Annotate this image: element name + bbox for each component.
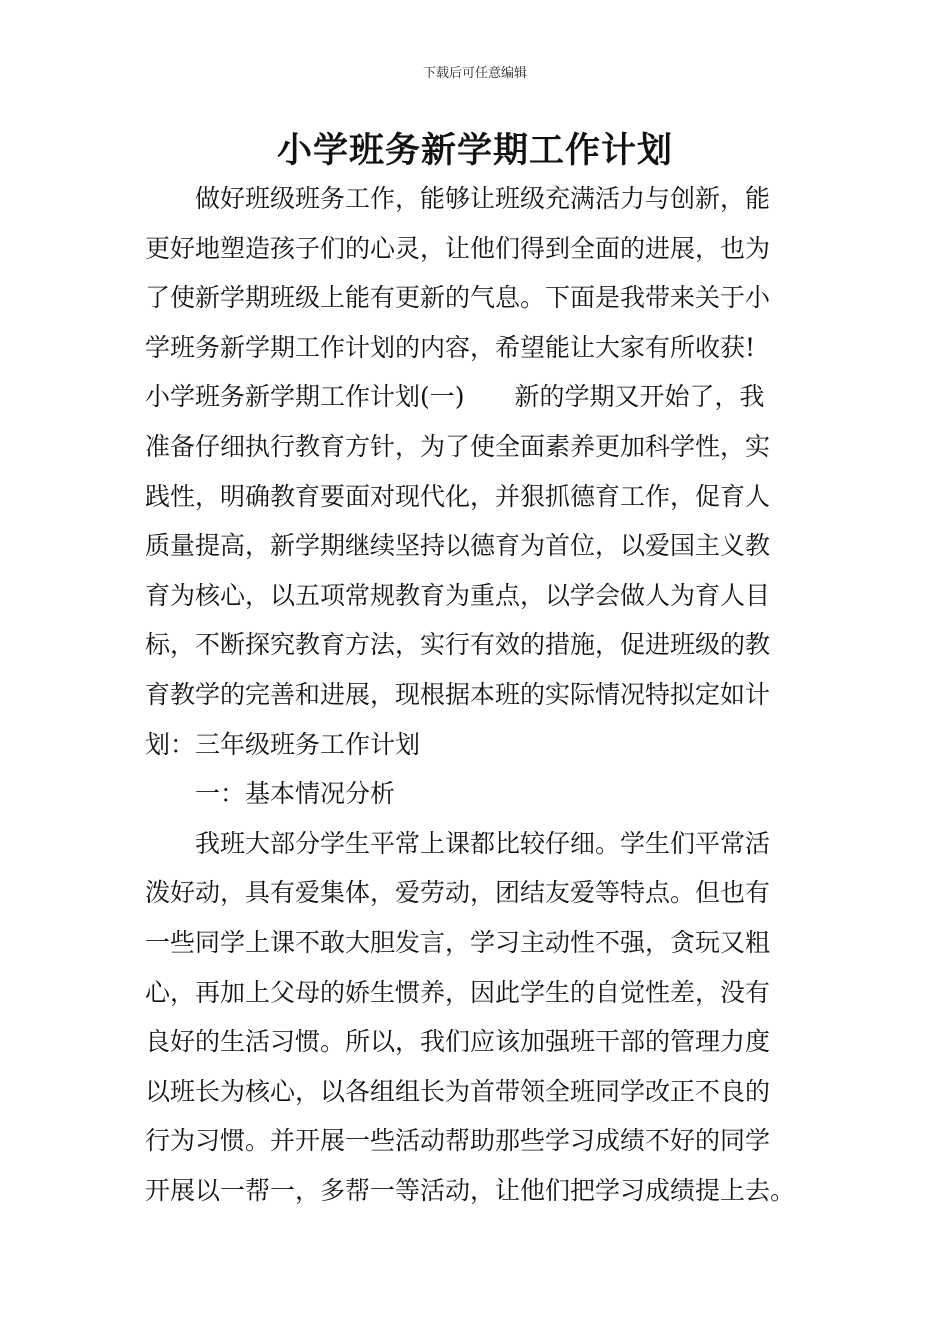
text-line: 质量提高，新学期继续坚持以德育为首位，以爱国主义教 [145,531,771,561]
text-line: 践性，明确教育要面对现代化，并狠抓德育工作，促育人 [145,481,771,511]
text-line: 一些同学上课不敢大胆发言，学习主动性不强，贪玩又粗 [145,927,771,957]
text-line: 更好地塑造孩子们的心灵，让他们得到全面的进展，也为 [145,233,771,263]
section-heading-basic [145,769,805,819]
text-line: 准备仔细执行教育方针，为了使全面素养更加科学性，实 [145,431,771,461]
text-line: 开展以一帮一，多帮一等活动，让他们把学习成绩提上去。 [145,1175,796,1205]
text-line: 心，再加上父母的娇生惯养，因此学生的自觉性差，没有 [145,977,771,1007]
section-one-paragraph [145,372,805,769]
page-title: 小学班务新学期工作计划 [276,131,673,171]
text-line: 育为核心，以五项常规教育为重点，以学会做人为育人目 [145,580,771,610]
intro-paragraph [145,174,805,372]
text-line: 小学班务新学期工作计划(一) 新的学期又开始了，我 [145,382,765,412]
text-line: 以班长为核心，以各组组长为首带领全班同学改正不良的 [145,1076,771,1106]
text-line: 了使新学期班级上能有更新的气息。下面是我带来关于小 [145,283,771,313]
text-line: 良好的生活习惯。所以，我们应该加强班干部的管理力度 [145,1027,771,1057]
analysis-paragraph [145,819,805,1216]
text-line: 划：三年级班务工作计划 [145,729,421,759]
document-body [145,174,805,1215]
text-line: 泼好动，具有爱集体，爱劳动，团结友爱等特点。但也有 [145,878,771,908]
text-line: 标，不断探究教育方法，实行有效的措施，促进班级的教 [145,630,771,660]
text-line: 学班务新学期工作计划的内容，希望能让大家有所收获! [145,332,756,362]
text-line: 做好班级班务工作，能够让班级充满活力与创新，能 [195,184,771,213]
text-line: 行为习惯。并开展一些活动帮助那些学习成绩不好的同学 [145,1126,771,1156]
text-line: 我班大部分学生平常上课都比较仔细。学生们平常活 [195,828,771,858]
text-line: 育教学的完善和进展，现根据本班的实际情况特拟定如计 [145,679,771,709]
text-line: 一：基本情况分析 [195,779,396,809]
header-note: 下载后可任意编辑 [422,66,527,81]
